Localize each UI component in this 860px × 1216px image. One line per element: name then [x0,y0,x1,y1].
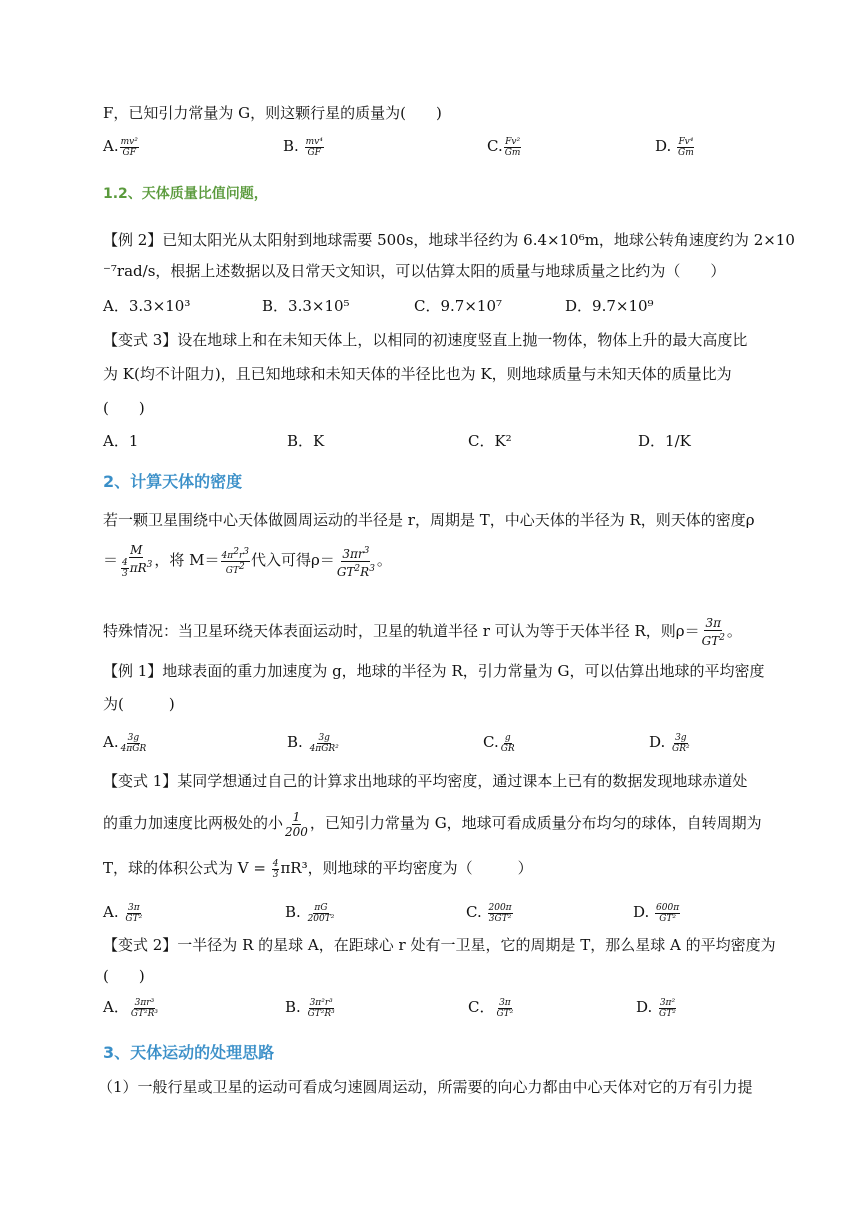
var2-option-a: A． $\frac{\text{3πr³}}{\text{GT²R³}}$ [103,997,159,1019]
var3-option-d: D．1/K [638,432,691,450]
example-2-line-2: ⁻⁷rad/s，根据上述数据以及日常天文知识，可以估算太阳的质量与地球质量之比约为（ ） [103,262,726,280]
option-b: B. $\frac{\text{mv⁴}}{GF}$ [283,136,323,158]
example-1-line-1: 【例 1】地球表面的重力加速度为 g，地球的半径为 R，引力常量为 G，可以估算出地球的平均密度 [103,662,765,680]
question-stem: F，已知引力常量为 G，则这颗行星的质量为( ) [103,104,442,122]
ex2-option-d: D．9.7×10⁹ [565,297,654,315]
ex2-option-a: A．3.3×10³ [103,297,191,315]
section-heading-2: 2、计算天体的密度 [103,472,243,491]
ex2-option-b: B．3.3×10⁵ [262,297,350,315]
section-3-line-1: （1）一般行星或卫星的运动可看成匀速圆周运动，所需要的向心力都由中心天体对它的万有引力提 [98,1078,753,1096]
section-heading-3: 3、天体运动的处理思路 [103,1043,275,1062]
example-2-line-1: 【例 2】已知太阳光从太阳射到地球需要 500s，地球半径约为 6.4×10⁶m，地球公转角速度约为 2×10 [103,231,795,249]
ex1-option-b: B. $\frac{3g}{\text{4πGR²}}$ [287,732,339,754]
ex1-option-d: D. $\frac{3g}{\text{GR²}}$ [649,732,690,754]
variant-1-line-1: 【变式 1】某同学想通过自己的计算求出地球的平均密度，通过课本上已有的数据发现地球赤道处 [103,772,748,790]
variant-3-line-2: 为 K(均不计阻力)，且已知地球和未知天体的半径比也为 K，则地球质量与未知天体的质量比为 [103,365,732,383]
option-a: A. $\frac{\text{mv²}}{GF}$ [103,136,138,158]
density-special-case: 特殊情况：当卫星环绕天体表面运动时，卫星的轨道半径 r 可认为等于天体半径 R，则ρ＝ $\frac{3\pi}{GT^2}$ 。 [103,616,742,648]
ex2-option-c: C．9.7×10⁷ [414,297,503,315]
section-heading-1-2: 1.2、天体质量比值问题， [103,186,268,202]
var1-option-d: D. $\frac{600\pi}{\text{GT²}}$ [633,902,680,924]
var2-option-b: B. $\frac{\text{3π²r³}}{\text{GT²R³}}$ [285,997,335,1019]
option-d: D. $\frac{\text{Fv⁴}}{Gm}$ [655,136,694,158]
example-1-line-2: 为( ) [103,695,175,713]
variant-3-line-1: 【变式 3】设在地球上和在未知天体上，以相同的初速度竖直上抛一物体，物体上升的最大高度比 [103,331,748,349]
var1-option-b: B. $\frac{\pi G}{\text{200T²}}$ [285,902,335,924]
var3-option-c: C．K² [468,432,512,450]
variant-1-line-2: 的重力加速度比两极处的小 $\frac{1}{200}$ ，已知引力常量为 G，地球可看成质量分布均匀的球体，自转周期为 [103,809,762,839]
option-c: C. $\frac{\text{Fv²}}{Gm}$ [487,136,521,158]
ex1-option-a: A. $\frac{3g}{\text{4πGR}}$ [103,732,147,754]
variant-3-line-3: ( ) [103,399,145,417]
ex1-option-c: C. $\frac{g}{GR}$ [483,732,515,754]
variant-2-line-1: 【变式 2】一半径为 R 的星球 A，在距球心 r 处有一卫星，它的周期是 T，那么星球 A 的平均密度为 [103,936,776,954]
var2-option-c: C． $\frac{3\pi}{\text{GT²}}$ [468,997,514,1019]
var1-option-c: C. $\frac{200\pi}{\text{3GT²}}$ [466,902,512,924]
density-line-1: 若一颗卫星围绕中心天体做圆周运动的半径是 r，周期是 T，中心天体的半径为 R，则天体的密度ρ [103,511,755,529]
density-equation: ＝ M $\frac{4}{3}$ $\pi R^3$ ，将 M＝ $\frac{4\pi^2r^3}{GT^2}$ 代入可得ρ＝ $\frac{3\pi r^3}{GT^2R^3}$ 。 [103,543,392,579]
var1-option-a: A. $\frac{3\pi}{\text{GT²}}$ [103,902,143,924]
variant-2-line-2: ( ) [103,967,145,985]
var3-option-a: A．1 [103,432,139,450]
var2-option-d: D. $\frac{\text{3π²}}{\text{GT²}}$ [636,997,676,1019]
var3-option-b: B．K [287,432,325,450]
variant-1-line-3: T，球的体积公式为 V = $\frac{4}{3}$ πR³，则地球的平均密度为（ ） [103,858,533,880]
